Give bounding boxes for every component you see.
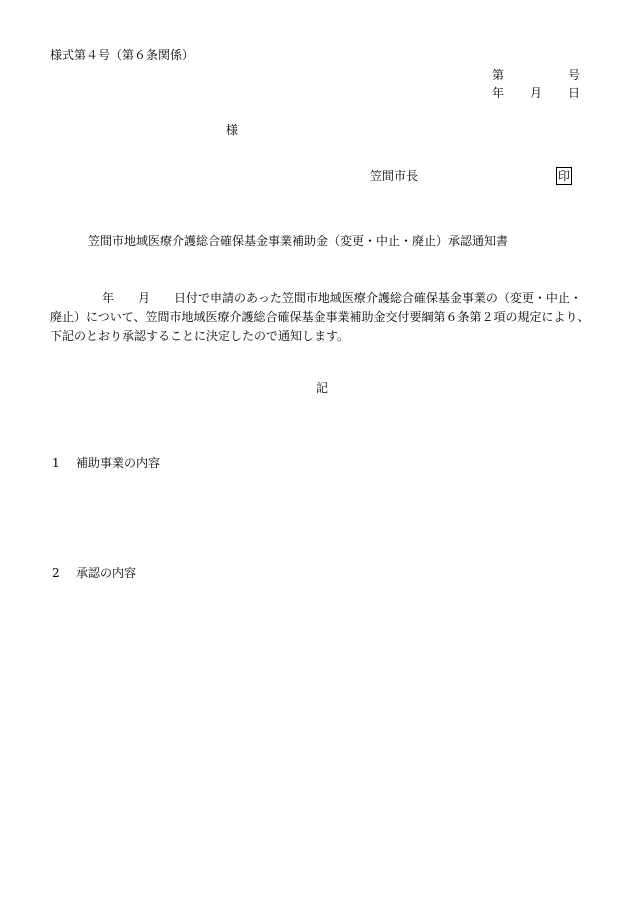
item-2	[52, 565, 136, 581]
date-day: 日	[568, 86, 581, 100]
body-year: 年	[102, 291, 115, 305]
date-year: 年	[492, 86, 505, 100]
body-line-1-text: 日付で申請のあった笠間市地域医療介護総合確保基金事業の（変更・中止・	[174, 291, 582, 305]
body-paragraph	[50, 289, 590, 346]
item-1-number: 1	[52, 456, 60, 470]
date-month: 月	[530, 86, 543, 100]
item-1-label: 補助事業の内容	[76, 456, 161, 470]
addressee-honorific: 様	[226, 123, 239, 137]
body-line-3: 下記のとおり承認することに決定したので通知します。	[50, 329, 350, 343]
body-line-1	[50, 289, 590, 308]
body-month: 月	[138, 291, 151, 305]
issuer-name: 笠間市長	[370, 169, 419, 183]
ki-heading: 記	[316, 381, 329, 395]
item-1	[52, 455, 160, 471]
form-identifier: 様式第４号（第６条関係）	[50, 48, 195, 62]
document-title: 笠間市地域医療介護総合確保基金事業補助金（変更・中止・廃止）承認通知書	[88, 234, 509, 248]
item-2-label: 承認の内容	[76, 566, 137, 580]
body-line-2: 廃止）について、笠間市地域医療介護総合確保基金事業補助金交付要綱第６条第２項の規定により、	[50, 310, 590, 324]
item-2-number: 2	[52, 566, 60, 580]
seal-mark: 印	[557, 169, 570, 183]
number-prefix: 第	[492, 68, 505, 82]
number-suffix: 号	[568, 68, 581, 82]
